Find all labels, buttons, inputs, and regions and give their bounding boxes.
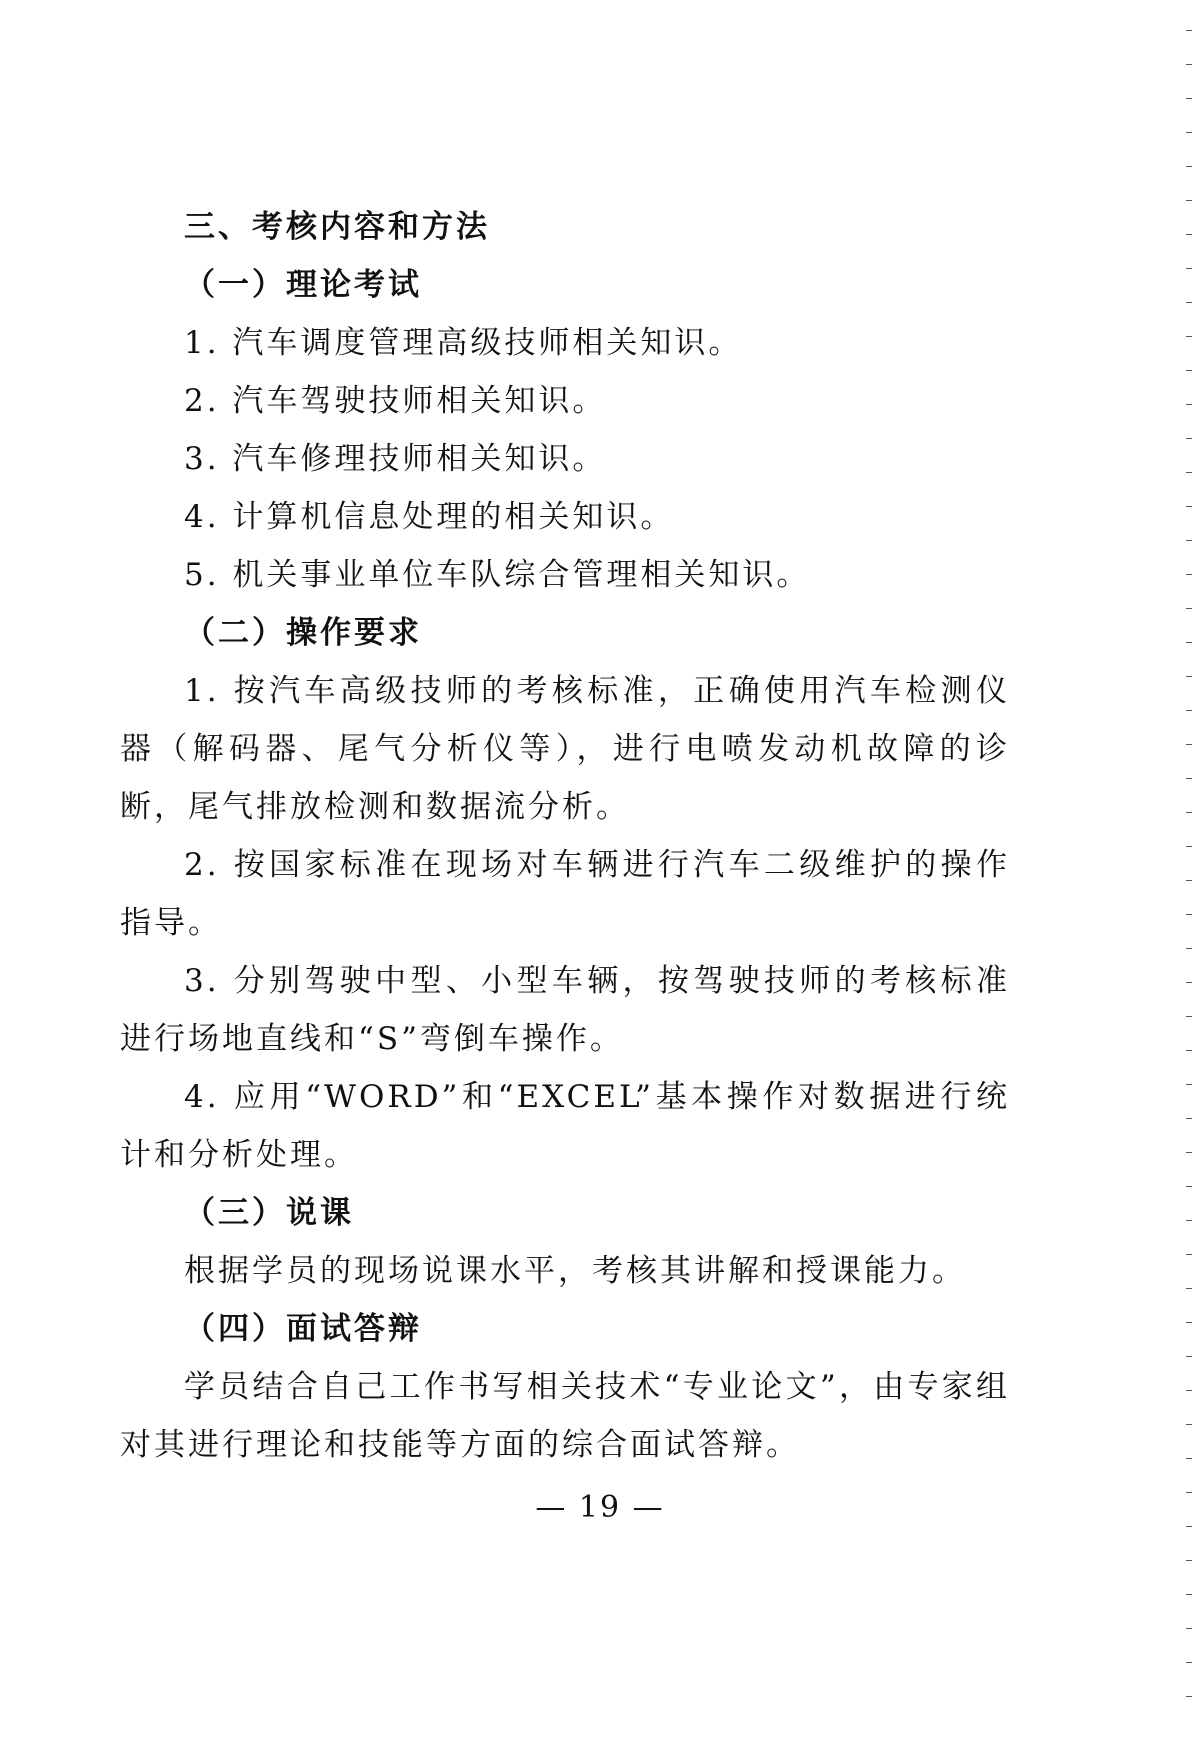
part-3-title: （三）说课 <box>184 1195 354 1231</box>
part-4-title: （四）面试答辩 <box>184 1311 422 1347</box>
part-2-title: （二）操作要求 <box>184 615 422 651</box>
page-number: — 19 — <box>535 1490 665 1525</box>
part-4-paragraph-1: 学员结合自己工作书写相关技术“专业论文”，由专家组对其进行理论和技能等方面的综合面试答辩。 <box>120 1369 1010 1463</box>
part-2-paragraph-1: 1. 按汽车高级技师的考核标准，正确使用汽车检测仪器（解码器、尾气分析仪等），进行电喷发动机故障的诊断，尾气排放检测和数据流分析。 <box>120 673 1010 825</box>
document-content <box>120 198 1010 1474</box>
part-1-item-3: 3. 汽车修理技师相关知识。 <box>184 441 607 477</box>
part-1-item-2: 2. 汽车驾驶技师相关知识。 <box>184 383 607 419</box>
scan-edge-marks <box>1186 30 1192 1730</box>
section-title: 三、考核内容和方法 <box>184 209 490 245</box>
part-1-item-4: 4. 计算机信息处理的相关知识。 <box>184 499 675 535</box>
part-1-item-1: 1. 汽车调度管理高级技师相关知识。 <box>184 325 743 361</box>
part-1-title: （一）理论考试 <box>184 267 422 303</box>
part-3-paragraph-1: 根据学员的现场说课水平，考核其讲解和授课能力。 <box>184 1253 966 1289</box>
part-2-paragraph-4: 4. 应用“WORD”和“EXCEL”基本操作对数据进行统计和分析处理。 <box>120 1079 1010 1173</box>
part-2-paragraph-2: 2. 按国家标准在现场对车辆进行汽车二级维护的操作指导。 <box>120 847 1010 941</box>
part-2-paragraph-3: 3. 分别驾驶中型、小型车辆，按驾驶技师的考核标准进行场地直线和“S”弯倒车操作。 <box>120 963 1010 1057</box>
part-1-item-5: 5. 机关事业单位车队综合管理相关知识。 <box>184 557 811 593</box>
